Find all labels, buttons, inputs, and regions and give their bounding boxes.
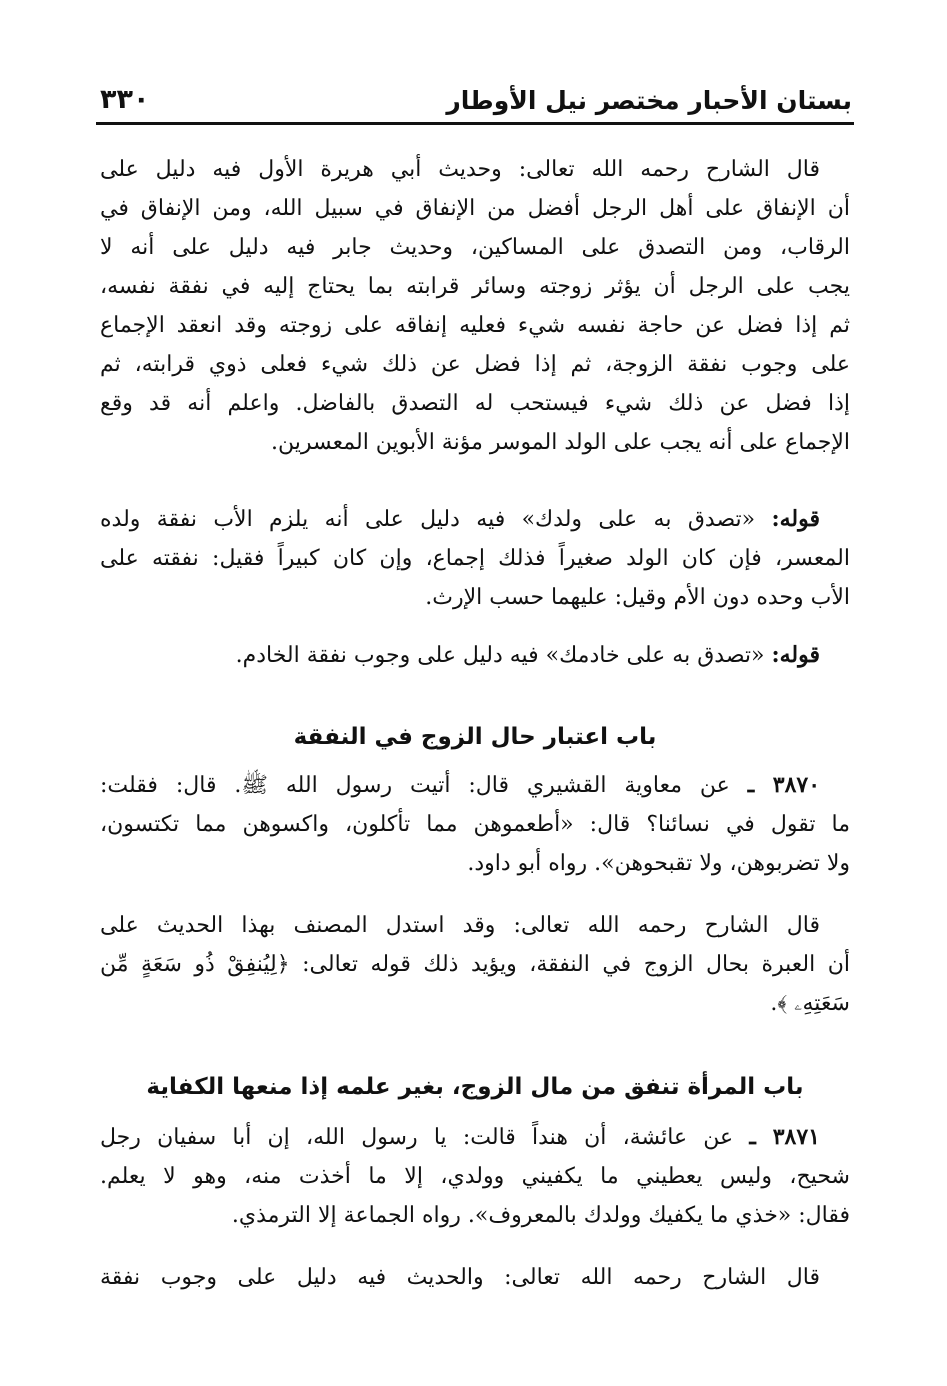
chapter-heading-1: باب اعتبار حال الزوج في النفقة <box>293 724 657 750</box>
text-line-body: عن عائشة، أن هنداً قالت: يا رسول الله، إن أبا سفيان رجل <box>100 1125 734 1150</box>
page-header <box>96 82 854 125</box>
text-line: الأب وحده دون الأم وقيل: عليهما حسب الإرث. <box>425 585 850 610</box>
text-line: ثم إذا فضل عن حاجة نفسه شيء فعليه إنفاقه على زوجته وقد انعقد الإجماع <box>100 313 850 338</box>
commentary-paragraph-1 <box>100 150 850 462</box>
text-line: أن العبرة بحال الزوج في النفقة، ويؤيد ذلك قوله تعالى: ﴿لِيُنفِقْ ذُو سَعَةٍ مِّن <box>100 952 850 977</box>
commentary-paragraph-5 <box>100 1258 850 1297</box>
hadith-3870 <box>100 766 850 883</box>
text-line: قال الشارح رحمه الله تعالى: وقد استدل المصنف بهذا الحديث على <box>100 913 820 938</box>
hadith-3871 <box>100 1118 850 1235</box>
commentary-paragraph-2 <box>100 500 850 617</box>
lead-word: قوله: <box>771 642 820 668</box>
text-line: إذا فضل عن ذلك شيء فيستحب له التصدق بالفاضل. واعلم أنه قد وقع <box>100 391 850 416</box>
page-number: ٣٣٠ <box>100 84 150 115</box>
text-line <box>100 766 850 805</box>
text-line: قال الشارح رحمه الله تعالى: وحديث أبي هريرة الأول فيه دليل على <box>100 157 820 182</box>
text-line: قال الشارح رحمه الله تعالى: والحديث فيه دليل على وجوب نفقة <box>100 1265 820 1290</box>
running-title: بستان الأحبار مختصر نيل الأوطار <box>446 86 852 115</box>
hadith-number: ٣٨٧٠ ـ <box>747 772 821 798</box>
text-line-body: عن معاوية القشيري قال: أتيت رسول الله ﷺ. قال: فقلت: <box>100 773 730 798</box>
text-line <box>100 1118 850 1157</box>
text-line: الإجماع على أنه يجب على الولد الموسر مؤنة الأبوين المعسرين. <box>271 430 850 455</box>
text-line <box>100 636 850 675</box>
text-line-body: «تصدق به على خادمك» فيه دليل على وجوب نفقة الخادم. <box>235 643 765 668</box>
text-line: سَعَتِهِۦ ﴾. <box>770 991 850 1016</box>
hadith-number: ٣٨٧١ ـ <box>749 1124 820 1150</box>
lead-word: قوله: <box>771 506 820 532</box>
text-line: الرقاب، ومن التصدق على المساكين، وحديث جابر فيه دليل على أنه لا <box>100 235 850 260</box>
text-line <box>100 500 850 539</box>
text-line: على وجوب نفقة الزوجة، ثم إذا فضل عن ذلك شيء فعلى ذوي قرابته، ثم <box>100 352 850 377</box>
text-line: ما تقول في نسائنا؟ قال: «أطعموهن مما تأكلون، واكسوهن مما تكتسون، <box>100 812 850 837</box>
text-line-body: «تصدق به على ولدك» فيه دليل على أنه يلزم الأب نفقة ولده <box>100 507 756 532</box>
text-line: شحيح، وليس يعطيني ما يكفيني وولدي، إلا ما أخذت منه، وهو لا يعلم. <box>100 1164 850 1189</box>
text-line: يجب على الرجل أن يؤثر زوجته وسائر قرابته بما يحتاج إليه في نفقة نفسه، <box>100 274 850 299</box>
text-line: ولا تضربوهن، ولا تقبحوهن». رواه أبو داود. <box>467 851 850 876</box>
commentary-paragraph-4 <box>100 906 850 1023</box>
commentary-paragraph-3 <box>100 636 850 675</box>
text-line: فقال: «خذي ما يكفيك وولدك بالمعروف». رواه الجماعة إلا الترمذي. <box>231 1203 850 1228</box>
chapter-heading-2: باب المرأة تنفق من مال الزوج، بغير علمه إذا منعها الكفاية <box>146 1074 804 1100</box>
text-line: المعسر، فإن كان الولد صغيراً فذلك إجماع، وإن كان كبيراً فقيل: نفقته على <box>100 546 850 571</box>
text-line: أن الإنفاق على أهل الرجل أفضل من الإنفاق في سبيل الله، ومن الإنفاق في <box>100 196 850 221</box>
